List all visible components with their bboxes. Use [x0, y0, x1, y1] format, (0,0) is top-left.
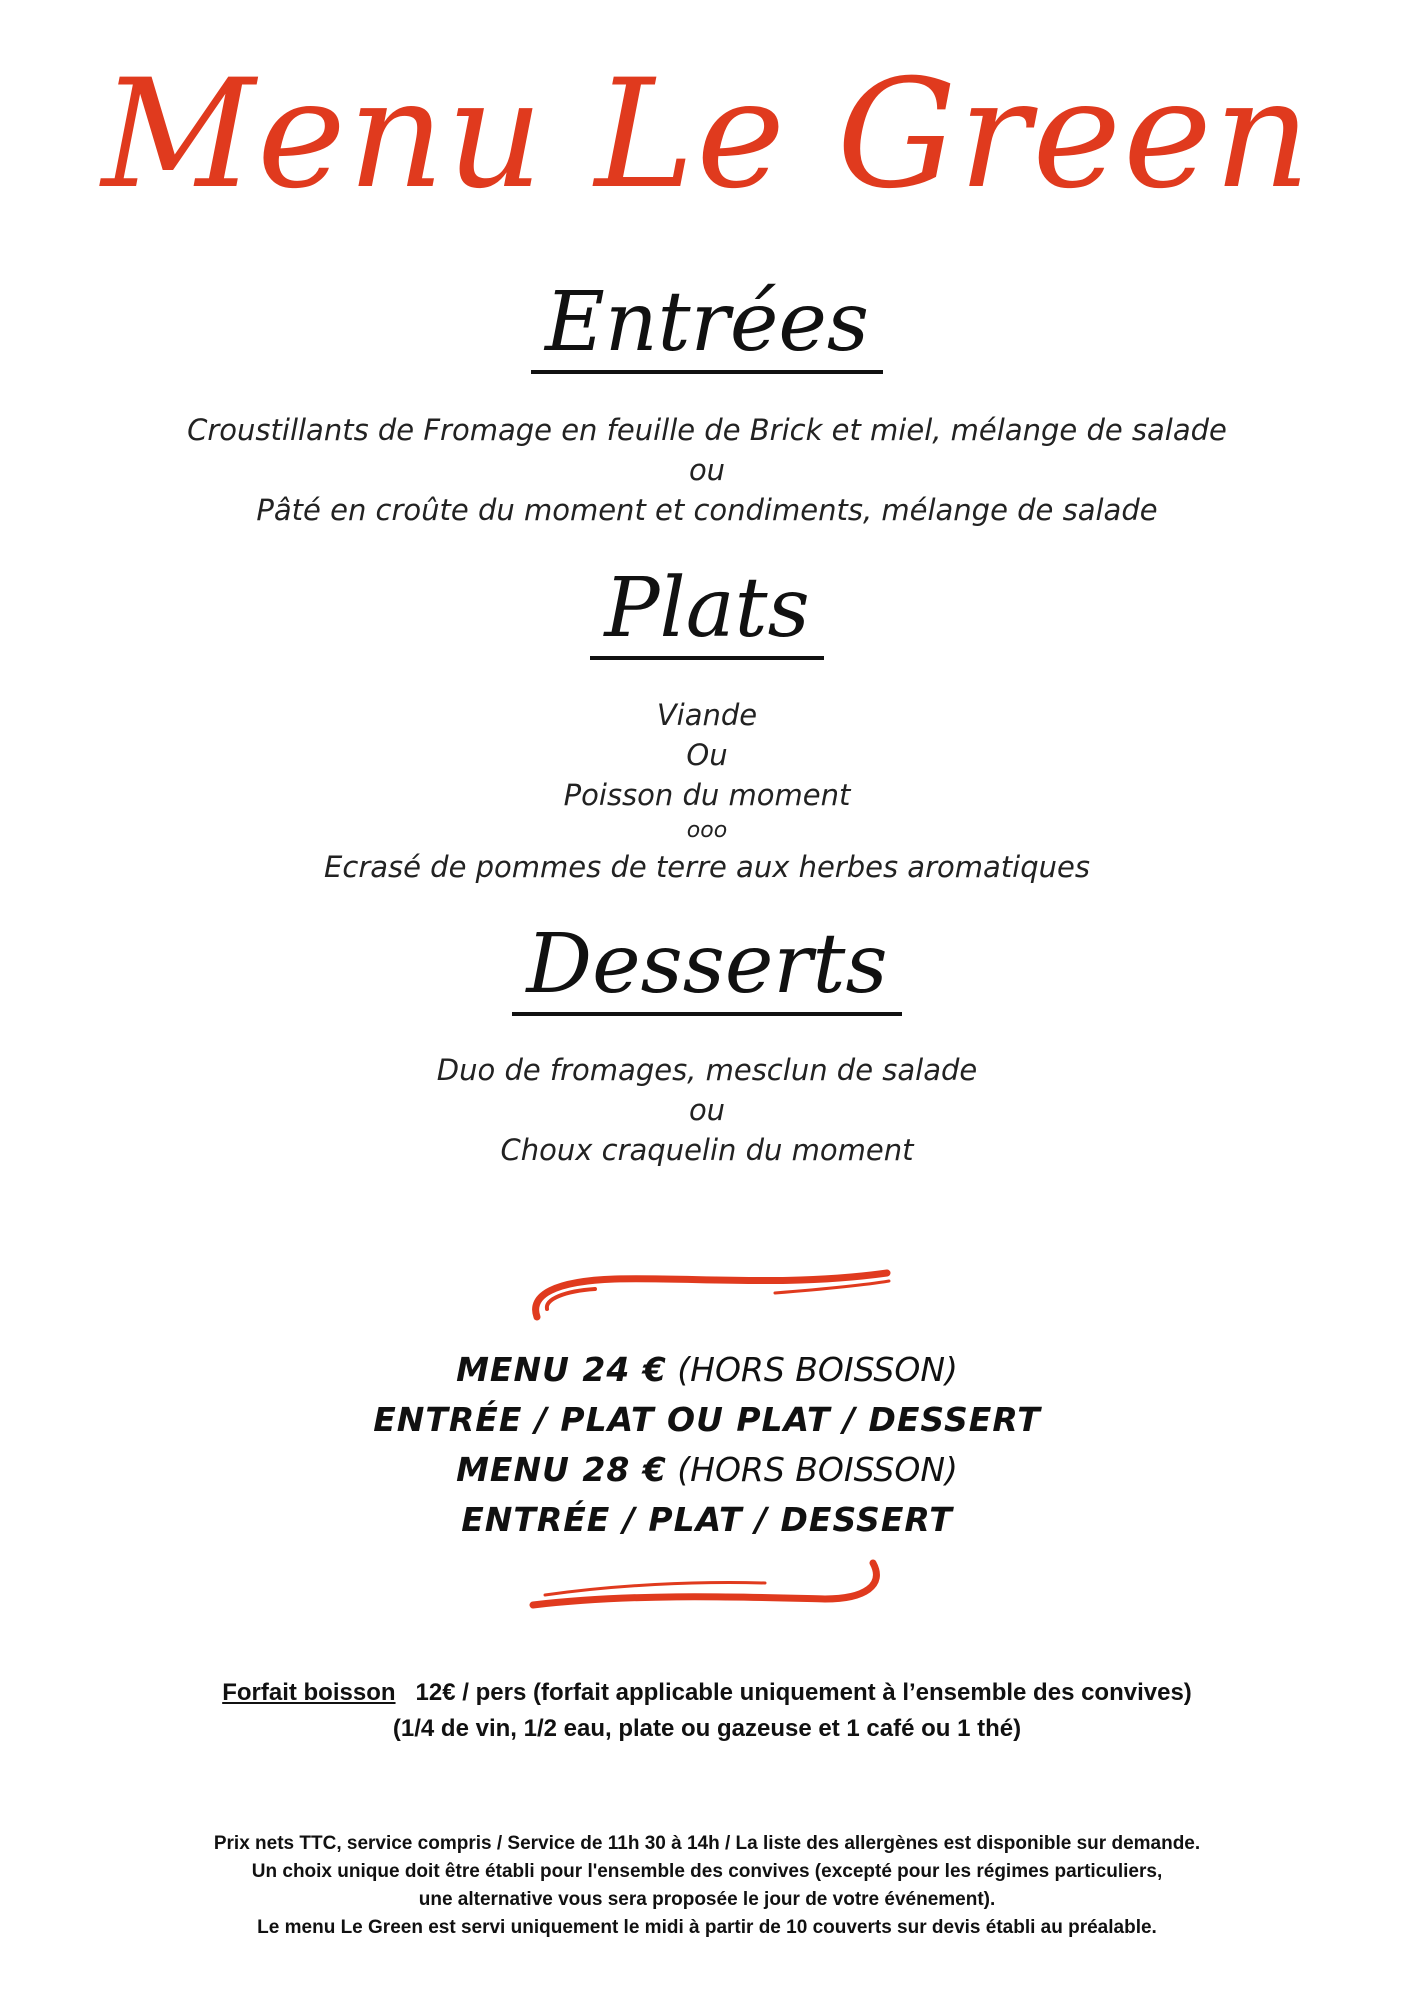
menu-24-price: MENU 24 € [456, 1350, 667, 1389]
menu-28-detail: ENTRÉE / PLAT / DESSERT [461, 1500, 953, 1539]
plats-list [0, 695, 1414, 887]
entrees-list [0, 410, 1414, 530]
list-item: Duo de fromages, mesclun de salade [436, 1053, 978, 1087]
footer-line: une alternative vous sera proposée le jour de votre événement). [418, 1889, 996, 1910]
list-item: ou [688, 1093, 726, 1127]
footer-notes [0, 1830, 1414, 1942]
list-item: Croustillants de Fromage en feuille de Brick et miel, mélange de salade [187, 413, 1227, 447]
entrees-heading: Entrées [0, 282, 1414, 374]
list-separator: ooo [686, 818, 728, 843]
list-item: Pâté en croûte du moment et condiments, mélange de salade [256, 493, 1158, 527]
list-item: Poisson du moment [563, 778, 851, 812]
desserts-heading: Desserts [0, 924, 1414, 1016]
drinks-block [0, 1675, 1414, 1747]
drinks-text: 12€ / pers (forfait applicable uniquement à l’ensemble des convives) [415, 1679, 1192, 1706]
menu-title: Menu Le Green [101, 48, 1313, 222]
desserts-list [0, 1050, 1414, 1170]
list-item: Viande [656, 698, 758, 732]
drinks-line [0, 1675, 1414, 1711]
list-item: Ecrasé de pommes de terre aux herbes aromatiques [324, 850, 1090, 884]
top-swoosh-decoration [525, 1265, 895, 1325]
list-item: Choux craquelin du moment [500, 1133, 914, 1167]
menu-28-line [0, 1445, 1414, 1495]
footer-line: Prix nets TTC, service compris / Service de 11h 30 à 14h / La liste des allergènes est disponible sur demande. [213, 1833, 1201, 1854]
drinks-detail: (1/4 de vin, 1/2 eau, plate ou gazeuse et 1 café ou 1 thé) [392, 1715, 1022, 1742]
bottom-swoosh-decoration [525, 1555, 895, 1615]
menu-24-note: (HORS BOISSON) [677, 1350, 958, 1389]
footer-line: Un choix unique doit être établi pour l'ensemble des convives (excepté pour les régimes particuliers, [251, 1861, 1163, 1882]
menu-24-detail: ENTRÉE / PLAT OU PLAT / DESSERT [373, 1400, 1041, 1439]
menu-24-line [0, 1345, 1414, 1395]
menu-28-note: (HORS BOISSON) [677, 1450, 958, 1489]
list-item: Ou [686, 738, 728, 772]
menu-28-price: MENU 28 € [456, 1450, 667, 1489]
plats-heading: Plats [0, 568, 1414, 660]
list-item: ou [688, 453, 726, 487]
drinks-label: Forfait boisson [222, 1679, 396, 1706]
price-block [0, 1345, 1414, 1545]
footer-line: Le menu Le Green est servi uniquement le midi à partir de 10 couverts sur devis établi au préalable. [257, 1917, 1157, 1938]
